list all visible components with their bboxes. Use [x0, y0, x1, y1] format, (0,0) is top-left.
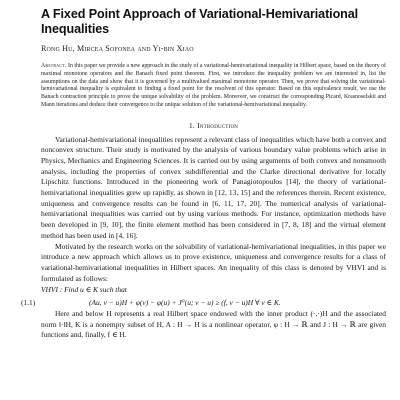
body-text — [21, 134, 386, 342]
paragraph-3: Here and below H represents a real Hilbert space endowed with the inner product (·,·)H and the associated norm ‖·‖H, K is a nonempty subset of H, A : H → H is a nonlinear operator, φ : H → ℝ and J : H → ℝ are given functions and, finally, f ∈ H. — [41, 309, 386, 340]
paper-title: A Fixed Point Approach of Variational-Hemivariational Inequalities — [41, 7, 359, 36]
paper-authors: Rong Hu, Mircea Sofonea and Yi-bin Xiao — [41, 44, 194, 53]
abstract-text: In this paper we provide a new approach in the study of a variational-hemivariational inequality in Hilbert space, based on the theory of maximal monotone operators and the Banach fixed point theorem. First, we introduce the inequality problem we are interested in, list the assumptions on the data and show that it is governed by a multivalued maximal monotone operator. Then, we prove that solving the variational-hemivariational inequality is equivalent to finding a fixed point for the resolvent of this operator. Based on this equivalence result, we use the Banach contraction principle to prove the unique solvability of the problem. Moreover, we construct the corresponding Picard, Krasnoselskii and Mann iterations and deduce their convergence to the unique solution of the variational-hemivariational inequality. — [41, 63, 386, 108]
paragraph-1: Variational-hemivariational inequalities represent a relevant class of inequalities which have both a convex and nonconvex structure. Their study is motivated by the analysis of various boundary value problems which arise in Physics, Mechanics and Engineering Sciences. It is carried out by using arguments of both convex and nonsmooth analysis, including the properties of convex subdifferential and the Clarke directional derivative for locally Lipschitz functions. Introduced in the pioneering work of Panagiotopoulos [14], the theory of variational-hemivariational inequalities grew up rapidly, as shown in [12, 13, 15] and the references therein. Recent existence, uniqueness and convergence results can be found in [6, 11, 17, 20]. The numerical analysis of variational-hemivariational inequalities was carried out by using various methods. For instance, optimization methods have been developed in [9, 10], the finite element method has been considered in [7, 8, 18] and the virtual element method has been used in [4, 16]. — [41, 134, 386, 240]
equation-1-1 — [21, 296, 386, 309]
equation-body: (Au, v − u)H + φ(v) − φ(u) + J⁰(u; v − u) ≥ (f, v − u)H ∀ v ∈ K. — [89, 298, 281, 308]
section-heading: 1. Introduction — [188, 120, 239, 130]
problem-statement: VHVI : Find u ∈ K such that — [41, 285, 127, 295]
paragraph-2: Motivated by the research works on the solvability of variational-hemivariational inequalities, in this paper we introduce a new approach which allows us to prove existence, uniqueness and convergence results for a class of variational-hemivariational inequalities in Hilbert spaces. An inequality of this class is denoted by VHVI and is formulated as follows: — [41, 241, 386, 283]
equation-number: (1.1) — [21, 298, 36, 308]
abstract — [41, 63, 386, 110]
abstract-label: Abstract. — [41, 63, 67, 69]
